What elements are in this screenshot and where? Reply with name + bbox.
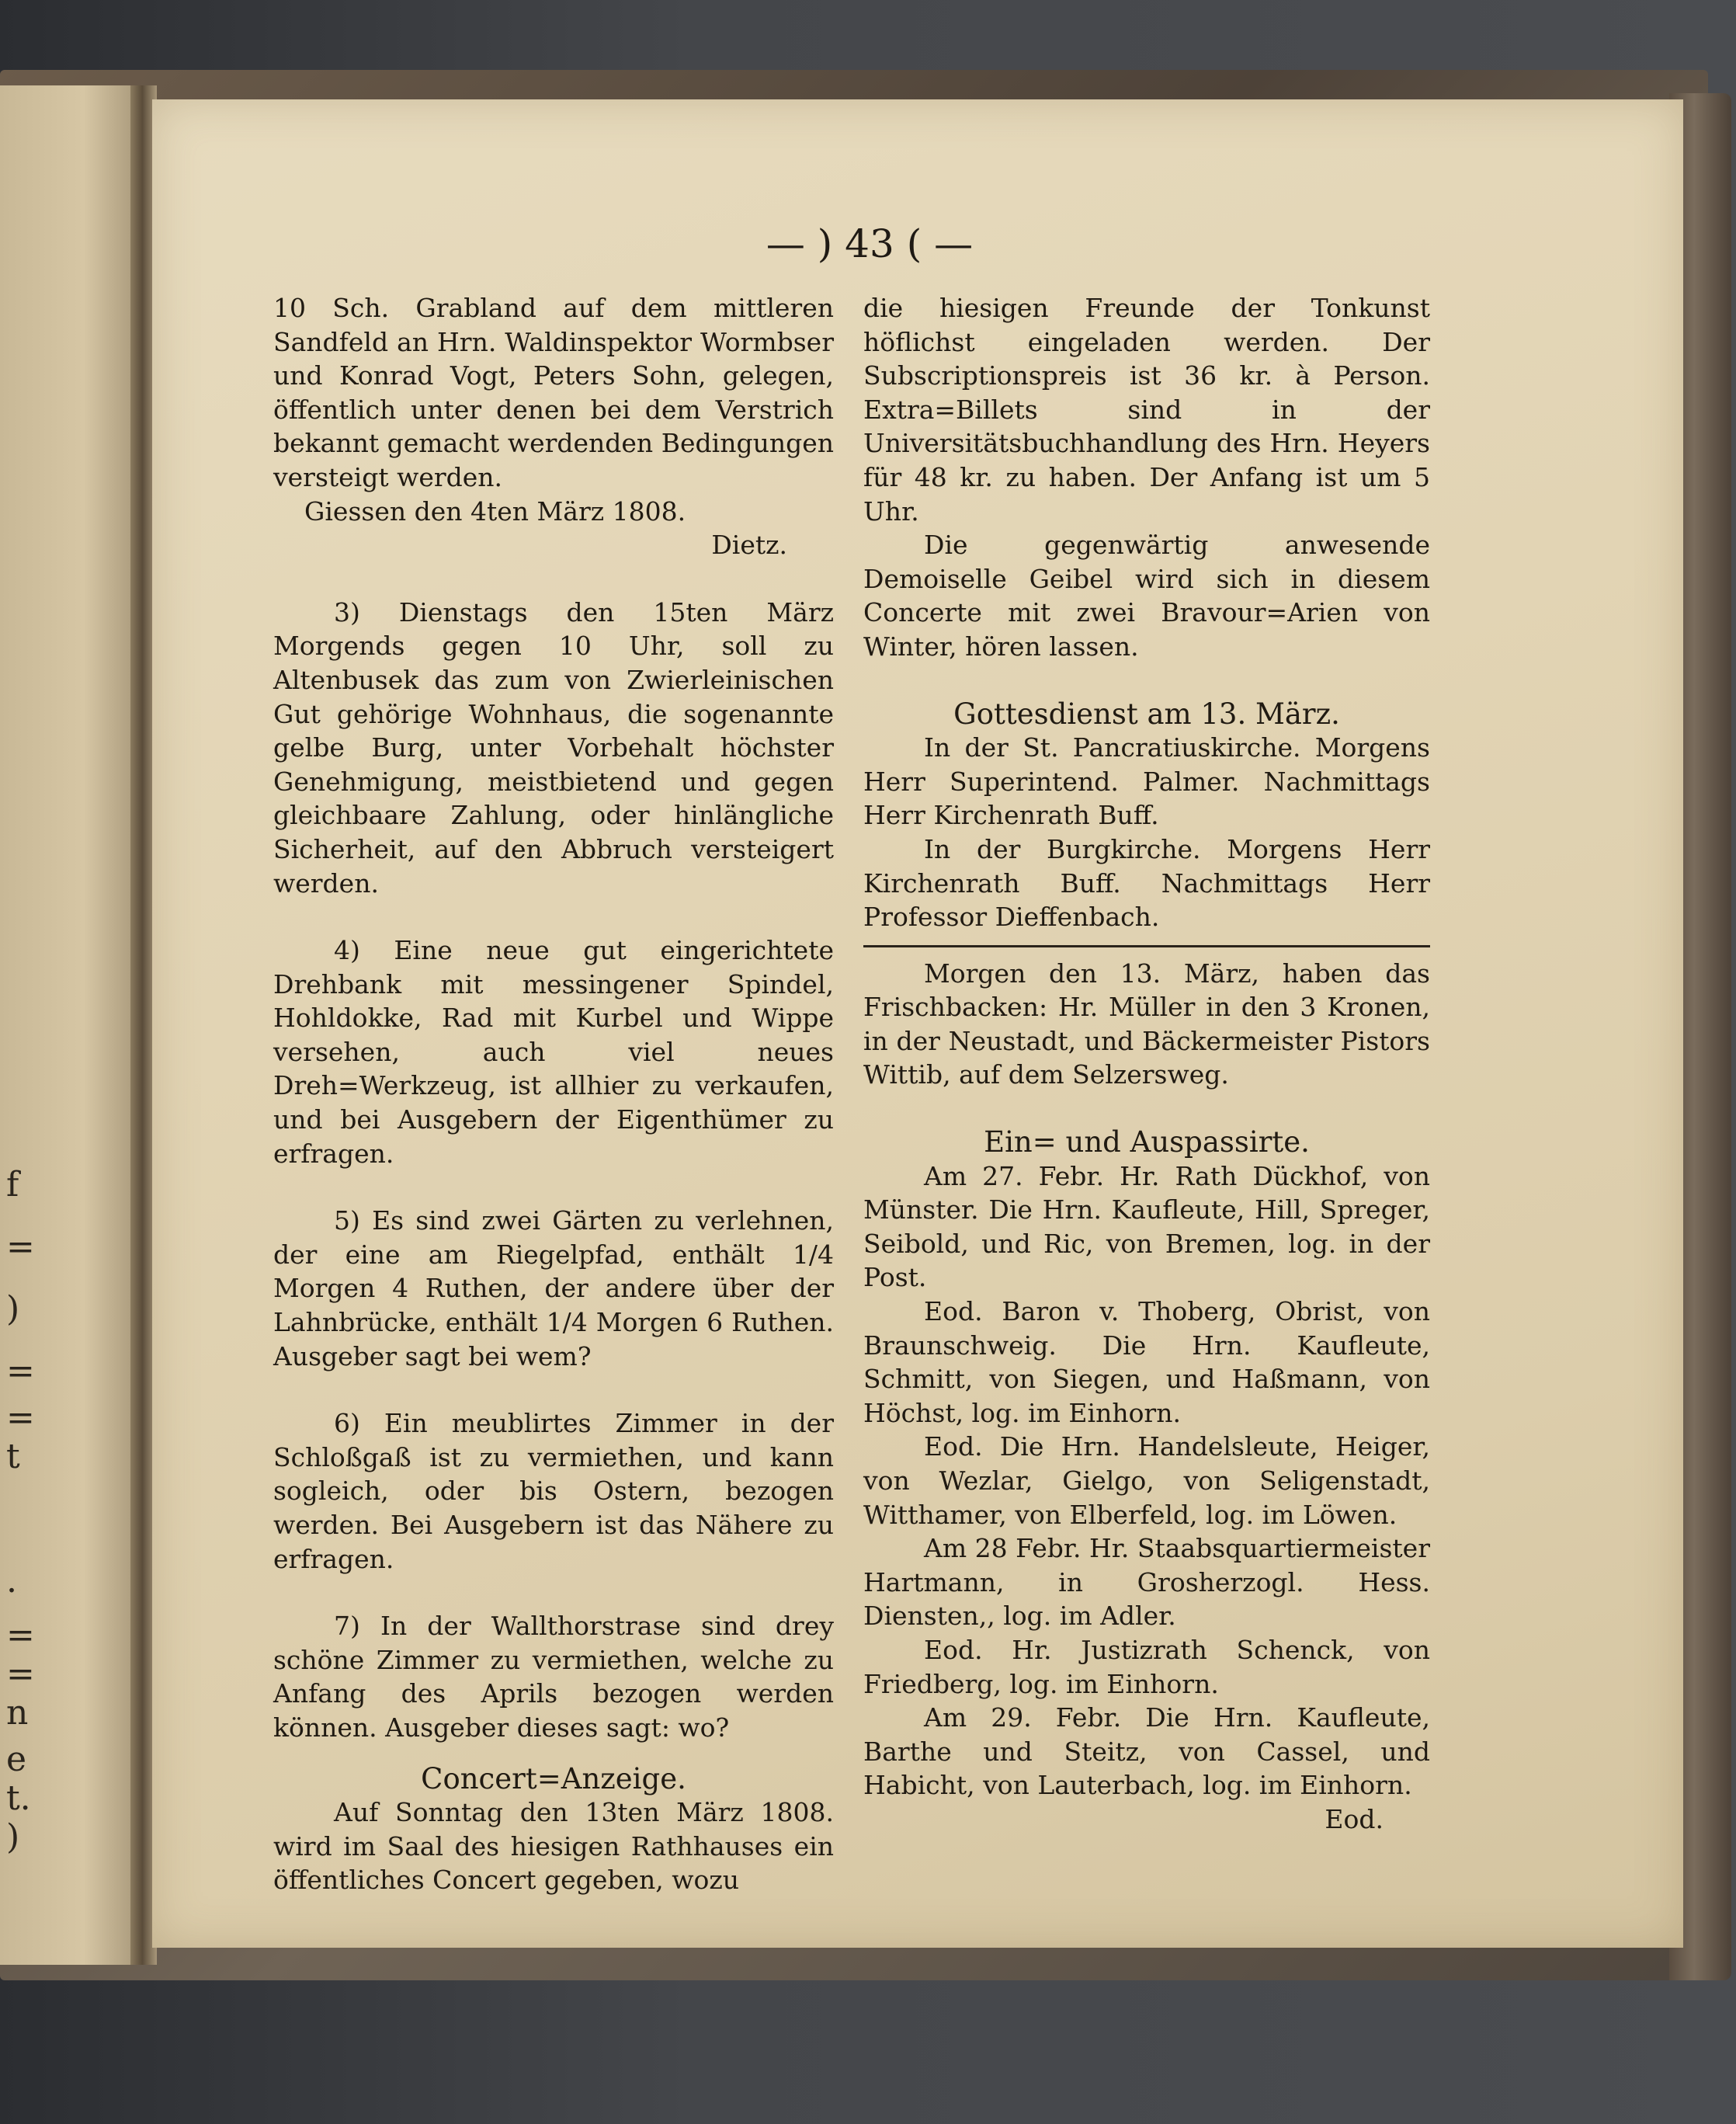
paragraph: 4) Eine neue gut eingerichtete Drehbank mit messingener Spindel, Hohldokke, Rad mit Kurbel und Wippe versehen, auch viel neues Dreh=Werkzeug, ist allhier zu verkaufen, und bei Ausgebern der Eigenthümer zu erfragen. xyxy=(273,935,834,1169)
paragraph: 3) Dienstags den 15ten März Morgends gegen 10 Uhr, soll zu Altenbusek das zum von Zwierleinischen Gut gehörige Wohnhaus, die sogenannte gelbe Burg, unter Vorbehalt höchster Genehmigung, meistbietend und gegen gleichbaare Zahlung, oder hinlängliche Sicherheit, auf den Abbruch versteigert werden. xyxy=(273,596,834,899)
spacer xyxy=(273,1576,834,1609)
margin-fragment: ) xyxy=(6,1289,20,1329)
paragraph: 10 Sch. Grabland auf dem mittleren Sandfeld an Hrn. Waldinspektor Wormbser und Konrad Vogt, Peters Sohn, gelegen, öffentlich unter denen bei dem Verstrich bekannt gemacht werdenden Bedingungen versteigt werden. xyxy=(273,293,834,492)
left-column xyxy=(273,291,834,1897)
margin-fragment: ) xyxy=(6,1817,20,1857)
margin-fragment: . xyxy=(6,1561,17,1601)
margin-fragment: = xyxy=(6,1351,35,1391)
paragraph: Am 28 Febr. Hr. Staabsquartiermeister Hartmann, in Grosherzogl. Hess. Diensten,, log. im Adler. xyxy=(863,1533,1430,1632)
facing-page-fragment xyxy=(0,85,140,1965)
spacer xyxy=(863,1092,1430,1125)
margin-fragment: = xyxy=(6,1615,35,1655)
margin-fragment: t xyxy=(6,1437,20,1476)
margin-fragment: f xyxy=(6,1165,19,1205)
margin-fragment: n xyxy=(6,1693,29,1733)
section-heading: Concert=Anzeige. xyxy=(421,1761,686,1795)
spacer xyxy=(273,1745,834,1762)
signature: Eod. xyxy=(1325,1803,1384,1834)
signature: Dietz. xyxy=(711,530,787,561)
paragraph: 6) Ein meublirtes Zimmer in der Schloßgaß ist zu vermiethen, und kann sogleich, oder bis Ostern, bezogen werden. Bei Ausgebern ist das Nähere zu erfragen. xyxy=(273,1408,834,1574)
paragraph: Eod. Baron v. Thoberg, Obrist, von Braunschweig. Die Hrn. Kaufleute, Schmitt, von Siegen, und Haßmann, von Höchst, log. im Einhorn. xyxy=(863,1296,1430,1428)
margin-fragment: e xyxy=(6,1740,27,1779)
page-number: — ) 43 ( — xyxy=(766,221,974,266)
spacer xyxy=(273,1170,834,1204)
date-line: Giessen den 4ten März 1808. xyxy=(304,495,686,527)
margin-fragment: = xyxy=(6,1398,35,1437)
margin-fragment: = xyxy=(6,1227,35,1267)
section-rule xyxy=(863,945,1430,947)
spacer xyxy=(273,562,834,596)
paragraph: Am 27. Febr. Hr. Rath Dückhof, von Münster. Die Hrn. Kaufleute, Hill, Spreger, Seibold, und Ric, von Bremen, log. in der Post. xyxy=(863,1160,1430,1293)
paragraph: In der Burgkirche. Morgens Herr Kirchenrath Buff. Nachmittags Herr Professor Dieffenbach. xyxy=(863,833,1430,933)
paragraph: Am 29. Febr. Die Hrn. Kaufleute, Barthe und Steitz, von Cassel, und Habicht, von Lauterbach, log. im Einhorn. xyxy=(863,1702,1430,1801)
margin-fragment: t. xyxy=(6,1778,31,1818)
right-column xyxy=(863,291,1430,1837)
section-heading: Ein= und Auspassirte. xyxy=(984,1125,1310,1159)
paragraph: die hiesigen Freunde der Tonkunst höflichst eingeladen werden. Der Subscriptionspreis ist 36 kr. à Person. Extra=Billets sind in der Universitätsbuchhandlung des Hrn. Heyers für 48 kr. zu haben. Der Anfang ist um 5 Uhr. xyxy=(863,293,1430,527)
paragraph: 5) Es sind zwei Gärten zu verlehnen, der eine am Riegelpfad, enthält 1/4 Morgen 4 Ruthen, der andere über der Lahnbrücke, enthält 1/4 Morgen 6 Ruthen. Ausgeber sagt bei wem? xyxy=(273,1205,834,1371)
margin-fragment: = xyxy=(6,1654,35,1694)
spacer xyxy=(273,900,834,933)
paragraph: Eod. Hr. Justizrath Schenck, von Friedberg, log. im Einhorn. xyxy=(863,1634,1430,1699)
paragraph: Auf Sonntag den 13ten März 1808. wird im Saal des hiesigen Rathhauses ein öffentliches Concert gegeben, wozu xyxy=(273,1797,834,1896)
paragraph: In der St. Pancratiuskirche. Morgens Herr Superintend. Palmer. Nachmittags Herr Kirchenrath Buff. xyxy=(863,732,1430,831)
paragraph: Eod. Die Hrn. Handelsleute, Heiger, von Wezlar, Gielgo, von Seligenstadt, Witthamer, von Elberfeld, log. im Löwen. xyxy=(863,1431,1430,1530)
spacer xyxy=(273,1373,834,1406)
paragraph: 7) In der Wallthorstrase sind drey schöne Zimmer zu vermiethen, welche zu Anfang des Aprils bezogen werden können. Ausgeber dieses sagt: wo? xyxy=(273,1611,834,1743)
section-heading: Gottesdienst am 13. März. xyxy=(953,697,1340,731)
spacer xyxy=(863,664,1430,697)
paragraph: Morgen den 13. März, haben das Frischbacken: Hr. Müller in den 3 Kronen, in der Neustadt, und Bäckermeister Pistors Wittib, auf dem Selzersweg. xyxy=(863,958,1430,1090)
paragraph: Die gegenwärtig anwesende Demoiselle Geibel wird sich in diesem Concerte mit zwei Bravour=Arien von Winter, hören lassen. xyxy=(863,530,1430,662)
